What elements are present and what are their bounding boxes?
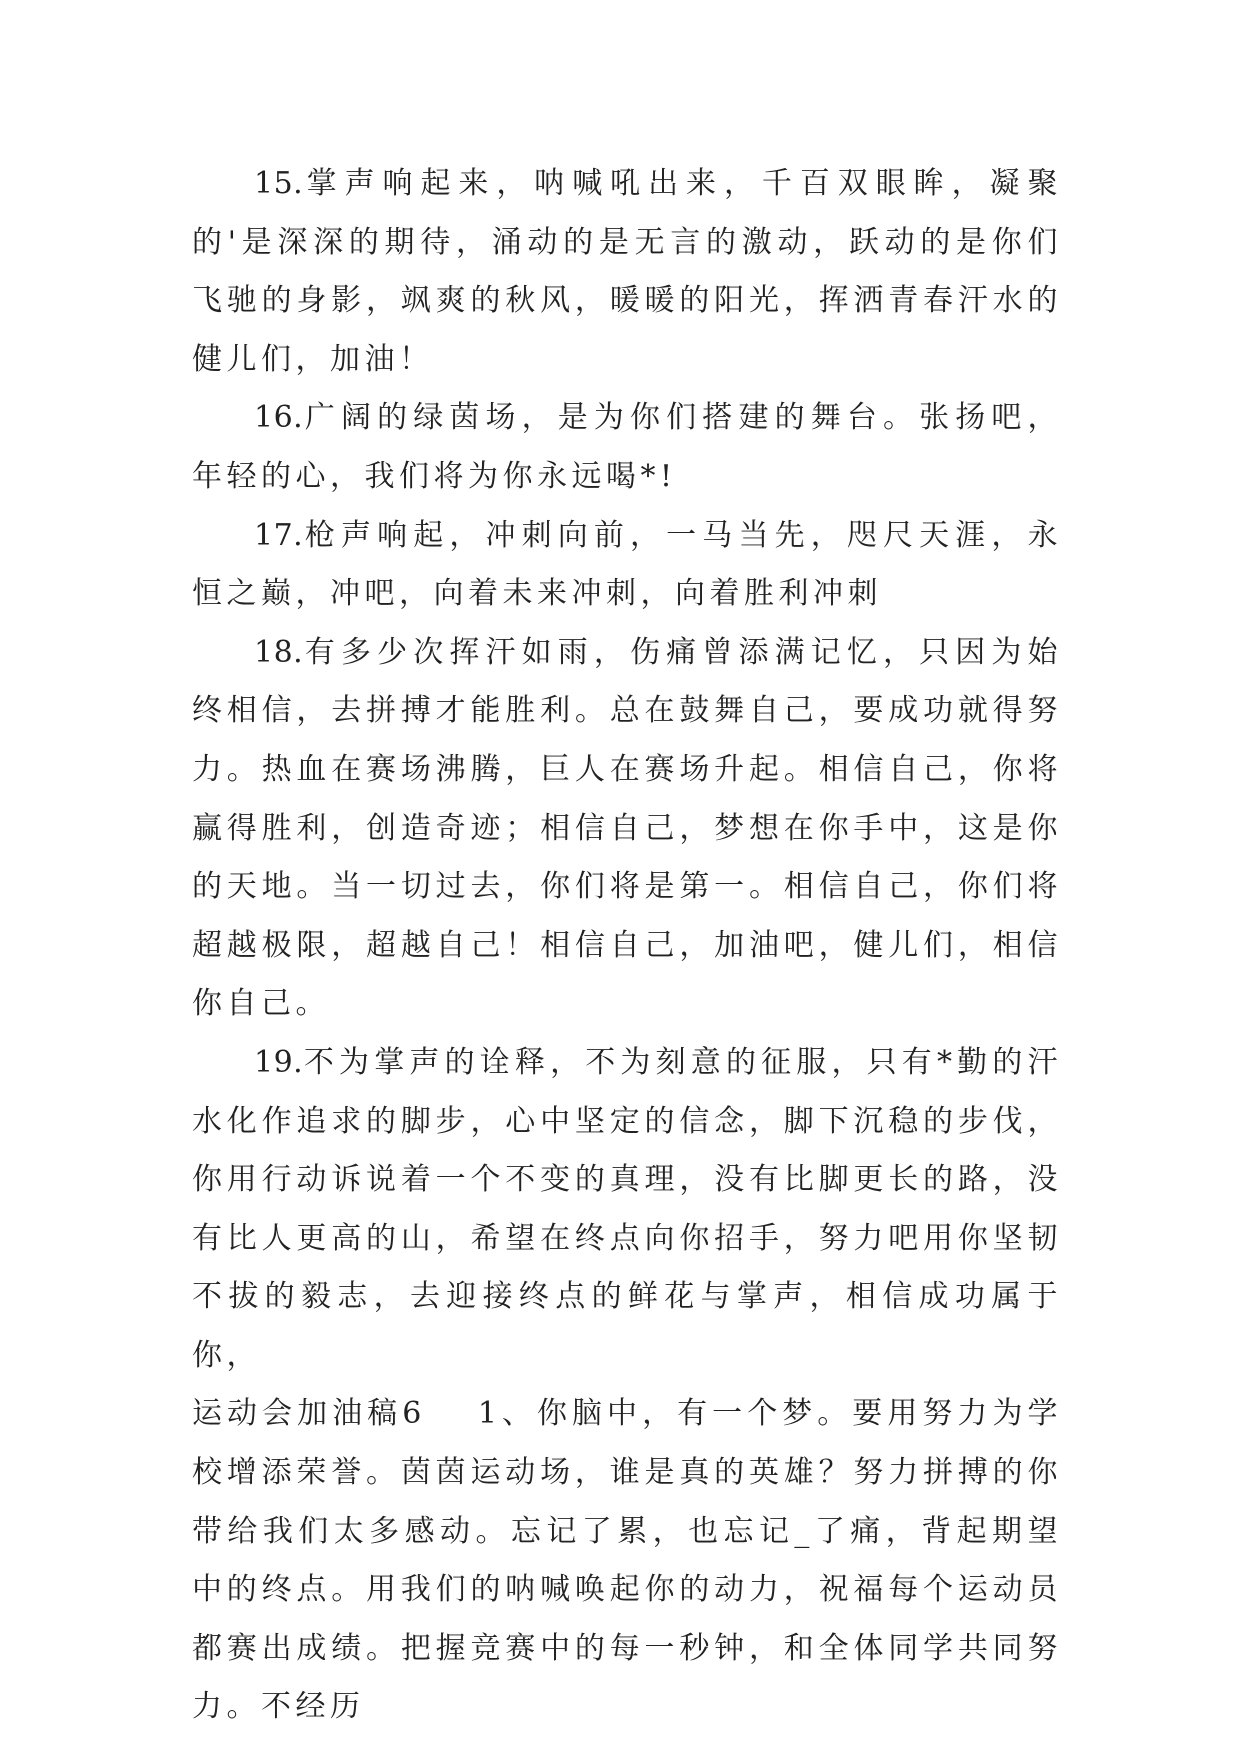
paragraph-number: 19. <box>254 1044 304 1080</box>
section-text: 1、你脑中，有一个梦。要用努力为学校增添荣誉。茵茵运动场，谁是真的英雄？努力拼搏的你带给我们太多感动。忘记了累，也忘记_了痛，背起期望中的终点。用我们的呐喊唤起你的动力，祝福每个运动员都赛出成绩。把握竞赛中的每一秒钟，和全体同学共同努力。不经历 <box>192 1396 1062 1725</box>
document-body <box>192 155 1062 1737</box>
paragraph-number: 18. <box>254 634 304 670</box>
paragraph-18 <box>192 624 1062 1034</box>
paragraph-15 <box>192 155 1062 389</box>
section-paragraph <box>192 1385 1062 1737</box>
paragraph-19 <box>192 1034 1062 1386</box>
paragraph-16 <box>192 389 1062 506</box>
paragraph-number: 15. <box>254 166 304 201</box>
paragraph-text: 枪声响起，冲刺向前，一马当先，咫尺天涯，永恒之巅，冲吧，向着未来冲刺，向着胜利冲刺 <box>192 517 1062 612</box>
paragraph-number: 16. <box>254 400 304 436</box>
paragraph-text: 掌声响起来，呐喊吼出来，千百双眼眸，凝聚的'是深深的期待，涌动的是无言的激动，跃动的是你们飞驰的身影，飒爽的秋风，暖暖的阳光，挥洒青春汗水的健儿们，加油！ <box>192 166 1062 377</box>
paragraph-text: 不为掌声的诠释，不为刻意的征服，只有*勤的汗水化作追求的脚步，心中坚定的信念，脚下沉稳的步伐，你用行动诉说着一个不变的真理，没有比脚更长的路，没有比人更高的山，希望在终点向你招手，努力吧用你坚韧不拔的毅志，去迎接终点的鲜花与掌声，相信成功属于你， <box>192 1044 1062 1373</box>
section-heading: 运动会加油稿6 <box>192 1396 426 1432</box>
paragraph-text: 有多少次挥汗如雨，伤痛曾添满记忆，只因为始终相信，去拼搏才能胜利。总在鼓舞自己，要成功就得努力。热血在赛场沸腾，巨人在赛场升起。相信自己，你将赢得胜利，创造奇迹；相信自己，梦想在你手中，这是你的天地。当一切过去，你们将是第一。相信自己，你们将超越极限，超越自己！相信自己，加油吧，健儿们，相信你自己。 <box>192 634 1062 1022</box>
paragraph-number: 17. <box>254 517 304 553</box>
paragraph-17 <box>192 507 1062 624</box>
paragraph-text: 广阔的绿茵场，是为你们搭建的舞台。张扬吧，年轻的心，我们将为你永远喝*! <box>192 400 1062 494</box>
